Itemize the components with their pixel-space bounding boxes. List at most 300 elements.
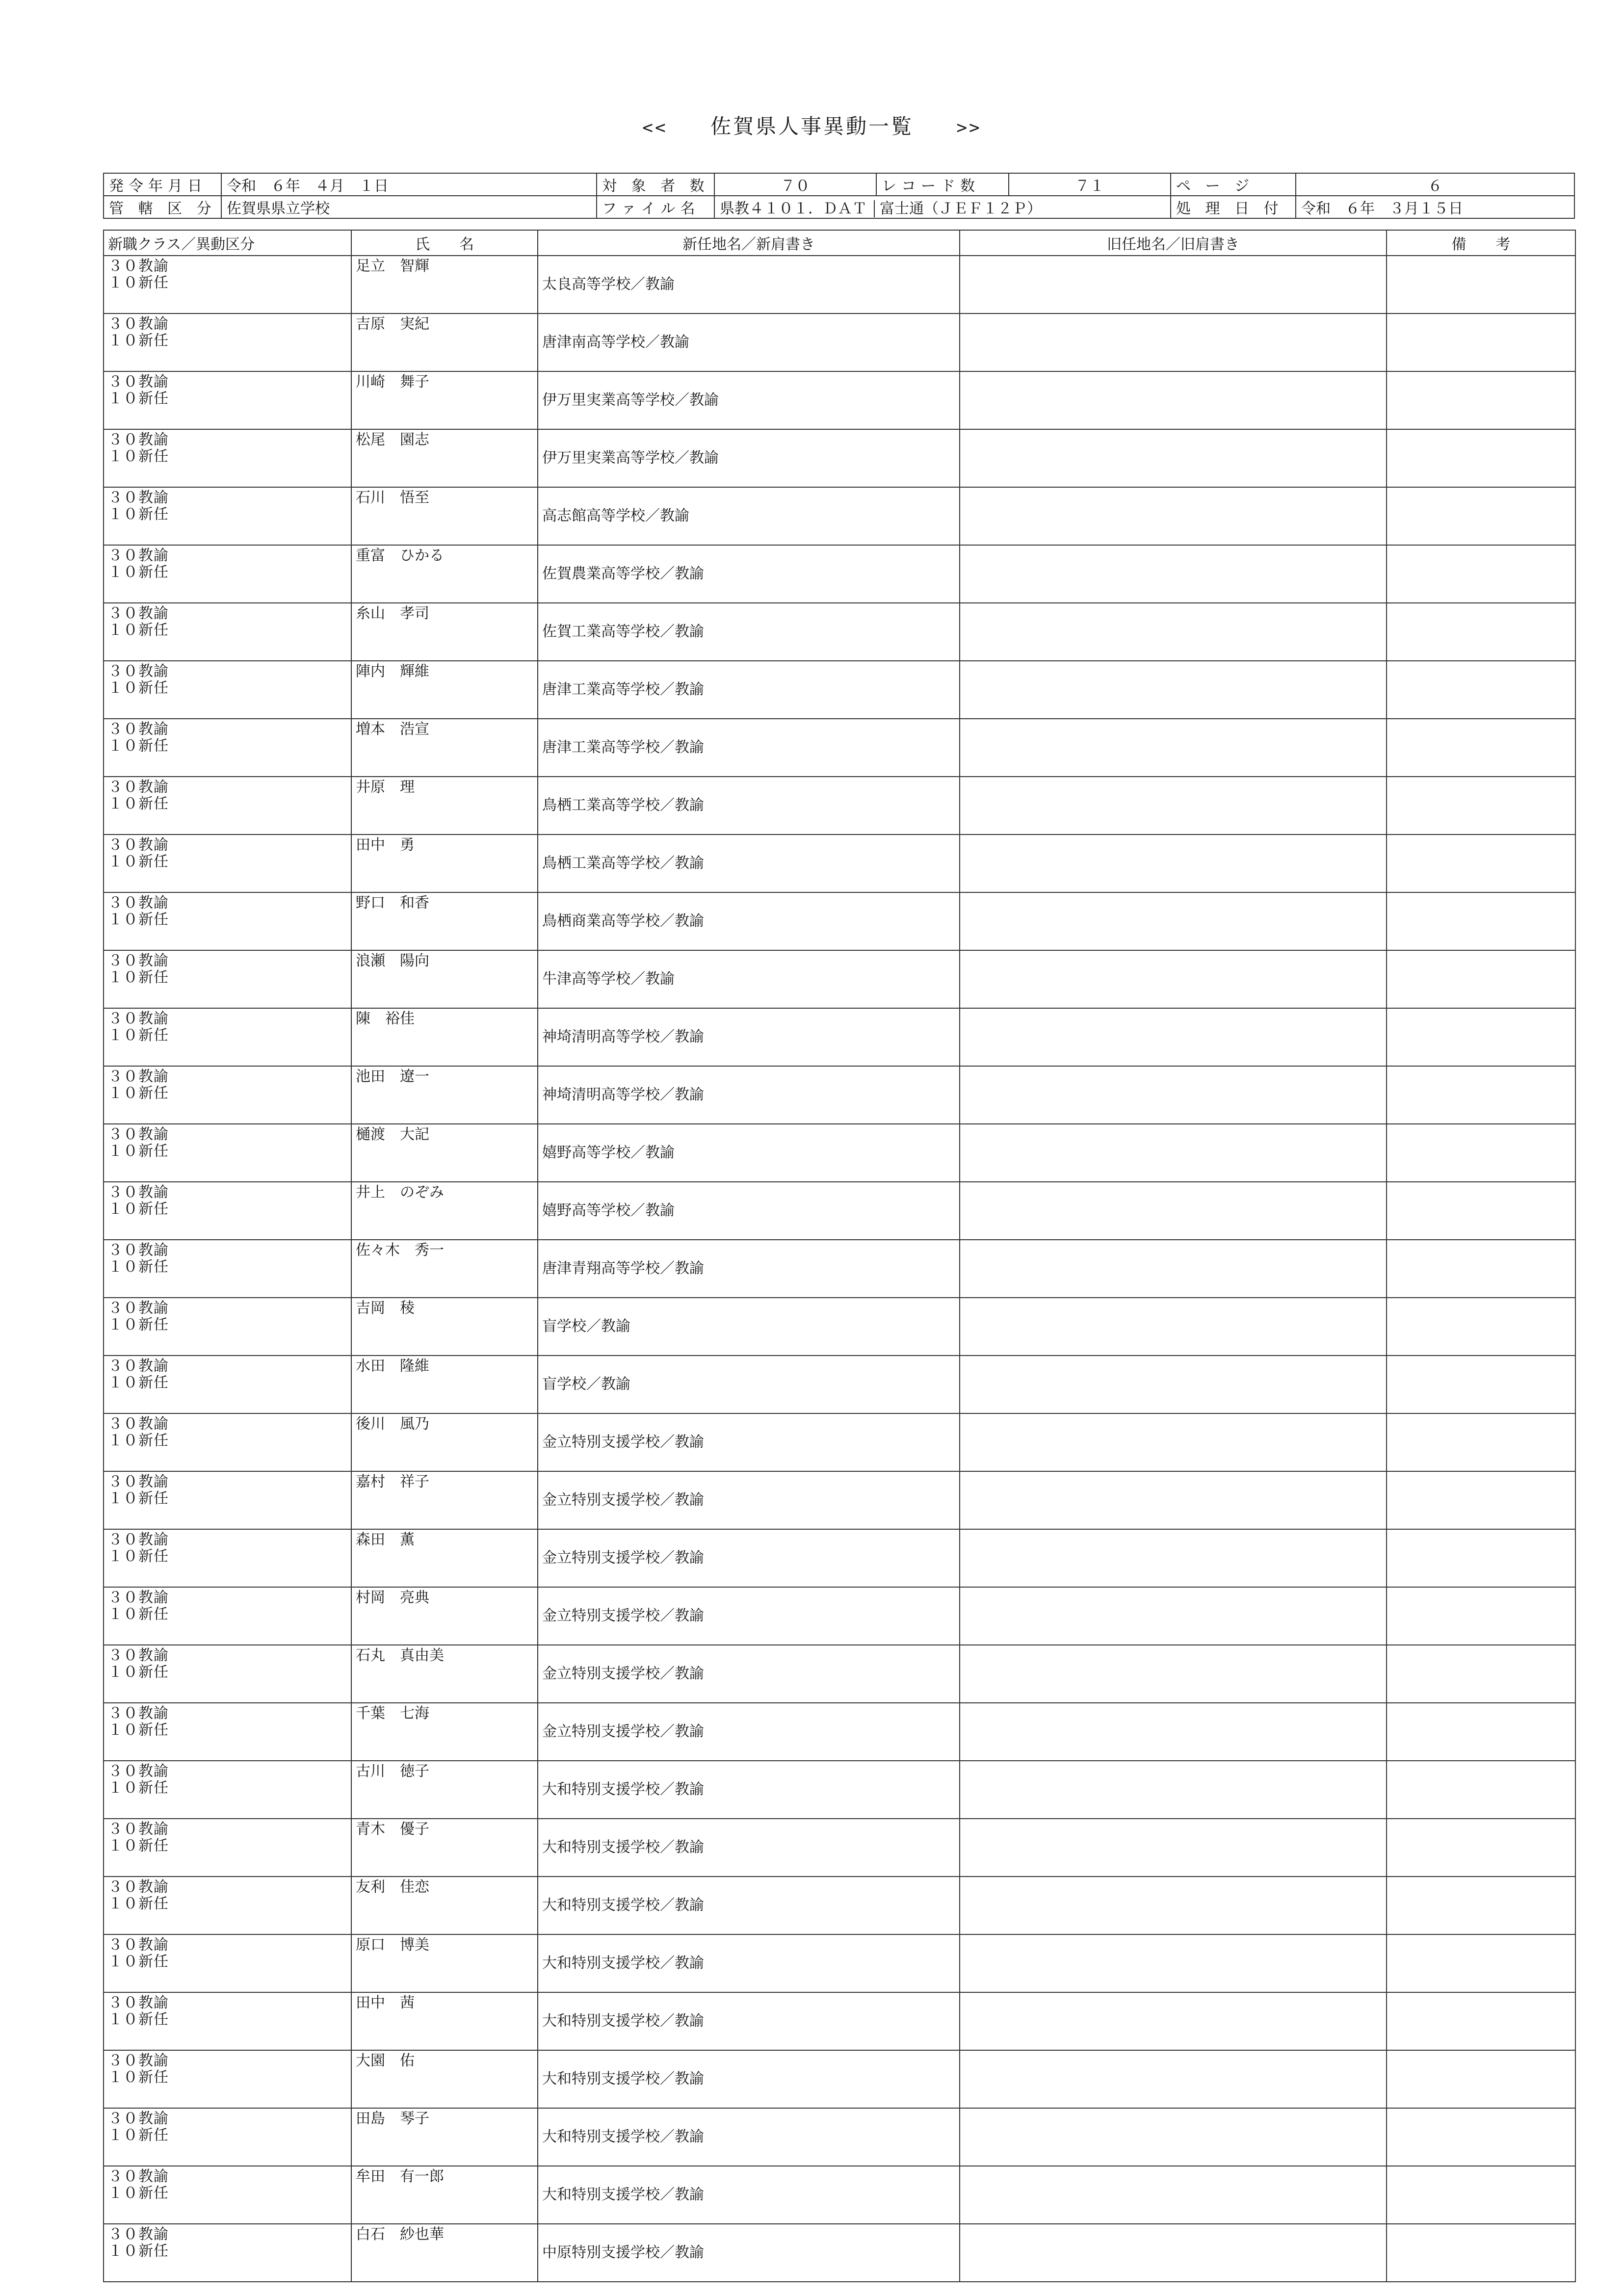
old-post-cell [960,1298,1387,1356]
transfer-type: １０新任 [108,1258,169,1276]
class-cell [104,1356,351,1413]
new-post: 高志館高等学校／教諭 [542,507,689,524]
new-post: 神埼清明高等学校／教諭 [542,1086,704,1103]
new-post-cell [538,1124,960,1182]
job-class: ３０教諭 [108,1357,169,1375]
name-cell [351,2108,538,2166]
new-post: 鳥栖工業高等学校／教諭 [542,855,704,872]
person-name: 村岡 亮典 [356,1589,429,1606]
class-cell [104,661,351,719]
name-cell [351,1240,538,1298]
class-cell [104,2108,351,2166]
job-class: ３０教諭 [108,605,169,622]
table-row [104,950,1575,1008]
col-old-post-header: 旧任地名／旧肩書き [960,230,1387,256]
person-name: 樋渡 大記 [356,1126,429,1143]
class-cell [104,371,351,429]
new-post-cell [538,1992,960,2050]
new-post: 大和特別支援学校／教諭 [542,2128,704,2145]
table-row [104,1298,1575,1356]
transfer-type: １０新任 [108,1143,169,1160]
new-post: 金立特別支援学校／教諭 [542,1491,704,1509]
table-row [104,1819,1575,1877]
kankatsu-value: 佐賀県県立学校 [221,196,597,218]
table-row [104,371,1575,429]
remarks-cell [1387,1587,1575,1645]
job-class: ３０教諭 [108,1879,169,1896]
class-cell [104,1645,351,1703]
new-post: 佐賀農業高等学校／教諭 [542,565,704,582]
table-row [104,313,1575,371]
name-cell [351,2166,538,2224]
class-cell [104,2224,351,2282]
old-post-cell [960,1471,1387,1529]
transfer-type: １０新任 [108,622,169,639]
table-row [104,1124,1575,1182]
job-class: ３０教諭 [108,2110,169,2127]
name-cell [351,1761,538,1819]
old-post-cell [960,950,1387,1008]
column-header-row [104,230,1575,256]
job-class: ３０教諭 [108,1994,169,2011]
class-cell [104,1240,351,1298]
remarks-cell [1387,2224,1575,2282]
job-class: ３０教諭 [108,547,169,564]
person-name: 田中 茜 [356,1994,415,2011]
name-cell [351,1529,538,1587]
new-post: 大和特別支援学校／教諭 [542,2012,704,2030]
remarks-cell [1387,2050,1575,2108]
person-name: 白石 紗也華 [356,2226,444,2243]
person-name: 嘉村 祥子 [356,1473,429,1490]
remarks-cell [1387,256,1575,313]
class-cell [104,603,351,661]
person-name: 増本 浩宣 [356,721,429,738]
job-class: ３０教諭 [108,1531,169,1548]
job-class: ３０教諭 [108,1242,169,1259]
old-post-cell [960,603,1387,661]
class-cell [104,950,351,1008]
new-post-cell [538,1703,960,1761]
remarks-cell [1387,1008,1575,1066]
new-post: 鳥栖商業高等学校／教諭 [542,913,704,930]
device-value: 富士通（ＪＥＦ１２Ｐ） [874,200,1042,217]
class-cell [104,2166,351,2224]
transfer-type: １０新任 [108,1085,169,1102]
page-label: ペ ー ジ [1171,173,1296,196]
table-row [104,603,1575,661]
job-class: ３０教諭 [108,2226,169,2243]
new-post: 唐津工業高等学校／教諭 [542,681,704,698]
name-cell [351,256,538,313]
new-post: 唐津南高等学校／教諭 [542,334,689,351]
transfer-type: １０新任 [108,1779,169,1797]
class-cell [104,835,351,892]
file-value: 県教４１０１．ＤＡＴ [720,200,867,217]
job-class: ３０教諭 [108,373,169,391]
transfer-type: １０新任 [108,564,169,581]
new-post-cell [538,1356,960,1413]
old-post-cell [960,2224,1387,2282]
col-name-header: 氏 名 [351,230,538,256]
table-row [104,719,1575,777]
new-post-cell [538,719,960,777]
table-row [104,1934,1575,1992]
table-row [104,1008,1575,1066]
job-class: ３０教諭 [108,1936,169,1954]
person-name: 友利 佳恋 [356,1879,429,1896]
old-post-cell [960,313,1387,371]
table-row [104,1761,1575,1819]
person-name: 大園 佑 [356,2052,415,2069]
table-row [104,429,1575,487]
class-cell [104,1182,351,1240]
new-post-cell [538,892,960,950]
new-post: 金立特別支援学校／教諭 [542,1434,704,1451]
person-name: 吉岡 稜 [356,1300,415,1317]
class-cell [104,777,351,835]
old-post-cell [960,1761,1387,1819]
new-post: 大和特別支援学校／教諭 [542,1839,704,1856]
new-post-cell [538,835,960,892]
job-class: ３０教諭 [108,2168,169,2185]
remarks-cell [1387,1645,1575,1703]
page-value: ６ [1296,173,1574,196]
col-remarks-header: 備 考 [1387,230,1575,256]
hatsurei-value: 令和 ６年 ４月 １日 [221,173,597,196]
person-name: 森田 薫 [356,1531,415,1548]
person-name: 田島 琴子 [356,2110,429,2127]
old-post-cell [960,892,1387,950]
remarks-cell [1387,1124,1575,1182]
table-row [104,1992,1575,2050]
class-cell [104,1992,351,2050]
remarks-cell [1387,1819,1575,1877]
class-cell [104,892,351,950]
old-post-cell [960,2050,1387,2108]
class-cell [104,545,351,603]
person-name: 佐々木 秀一 [356,1242,444,1259]
name-cell [351,1356,538,1413]
new-post: 金立特別支援学校／教諭 [542,1723,704,1740]
table-row [104,1182,1575,1240]
new-post-cell [538,1877,960,1934]
new-post: 大和特別支援学校／教諭 [542,1897,704,1914]
class-cell [104,1587,351,1645]
old-post-cell [960,1934,1387,1992]
new-post: 鳥栖工業高等学校／教諭 [542,797,704,814]
class-cell [104,1066,351,1124]
transfer-type: １０新任 [108,1953,169,1970]
old-post-cell [960,835,1387,892]
page-title [0,110,1624,140]
transfer-type: １０新任 [108,911,169,928]
new-post: 牛津高等学校／教諭 [542,970,675,988]
name-cell [351,1934,538,1992]
person-name: 原口 博美 [356,1936,429,1954]
old-post-cell [960,256,1387,313]
title-left-mark: << [642,118,668,138]
class-cell [104,1761,351,1819]
class-cell [104,1934,351,1992]
job-class: ３０教諭 [108,952,169,969]
new-post-cell [538,1587,960,1645]
name-cell [351,950,538,1008]
class-cell [104,1877,351,1934]
old-post-cell [960,487,1387,545]
table-row [104,1703,1575,1761]
table-row [104,1356,1575,1413]
new-post-cell [538,371,960,429]
new-post-cell [538,1471,960,1529]
hatsurei-label: 発令年月日 [104,173,221,196]
transfer-type: １０新任 [108,1722,169,1739]
remarks-cell [1387,1471,1575,1529]
remarks-cell [1387,603,1575,661]
new-post-cell [538,1298,960,1356]
new-post: 佐賀工業高等学校／教諭 [542,623,704,640]
old-post-cell [960,1529,1387,1587]
new-post: 大和特別支援学校／教諭 [542,1955,704,1972]
class-cell [104,429,351,487]
new-post-cell [538,1413,960,1471]
new-post-cell [538,950,960,1008]
name-cell [351,835,538,892]
class-cell [104,2050,351,2108]
table-row [104,2050,1575,2108]
class-cell [104,1413,351,1471]
table-row [104,545,1575,603]
new-post: 金立特別支援学校／教諭 [542,1607,704,1624]
old-post-cell [960,1356,1387,1413]
kankatsu-label: 管 轄 区 分 [104,196,221,218]
new-post: 伊万里実業高等学校／教諭 [542,391,719,409]
person-name: 石川 悟至 [356,489,429,506]
job-class: ３０教諭 [108,1415,169,1433]
class-cell [104,256,351,313]
taisho-value: ７０ [714,173,876,196]
person-name: 古川 徳子 [356,1763,429,1780]
table-row [104,892,1575,950]
name-cell [351,487,538,545]
title-text: 佐賀県人事異動一覧 [710,114,914,138]
table-row [104,1529,1575,1587]
old-post-cell [960,777,1387,835]
job-class: ３０教諭 [108,1589,169,1606]
transfer-type: １０新任 [108,853,169,870]
new-post: 中原特別支援学校／教諭 [542,2244,704,2261]
person-name: 重富 ひかる [356,547,444,564]
name-cell [351,777,538,835]
transfer-type: １０新任 [108,2011,169,2028]
name-cell [351,1645,538,1703]
new-post-cell [538,1529,960,1587]
new-post-cell [538,1182,960,1240]
transfer-type: １０新任 [108,737,169,755]
new-post-cell [538,1240,960,1298]
transfer-type: １０新任 [108,1664,169,1681]
class-cell [104,1819,351,1877]
job-class: ３０教諭 [108,1068,169,1085]
transfer-type: １０新任 [108,274,169,291]
table-row [104,1066,1575,1124]
remarks-cell [1387,1761,1575,1819]
name-cell [351,892,538,950]
new-post: 大和特別支援学校／教諭 [542,1781,704,1798]
remarks-cell [1387,1934,1575,1992]
new-post-cell [538,1761,960,1819]
transfer-type: １０新任 [108,1432,169,1449]
name-cell [351,2224,538,2282]
new-post: 盲学校／教諭 [542,1376,630,1393]
old-post-cell [960,1992,1387,2050]
shori-value: 令和 ６年 ３月１５日 [1296,196,1574,218]
class-cell [104,487,351,545]
title-right-mark: >> [956,118,982,138]
person-name: 糸山 孝司 [356,605,429,622]
old-post-cell [960,1240,1387,1298]
remarks-cell [1387,1413,1575,1471]
remarks-cell [1387,1529,1575,1587]
name-cell [351,719,538,777]
job-class: ３０教諭 [108,489,169,506]
table-row [104,1471,1575,1529]
job-class: ３０教諭 [108,315,169,333]
person-name: 野口 和香 [356,894,429,912]
person-name: 後川 風乃 [356,1415,429,1433]
transfer-type: １０新任 [108,1374,169,1391]
job-class: ３０教諭 [108,894,169,912]
name-cell [351,2050,538,2108]
job-class: ３０教諭 [108,1010,169,1027]
new-post: 嬉野高等学校／教諭 [542,1202,675,1219]
class-cell [104,1124,351,1182]
table-row [104,1240,1575,1298]
new-post: 盲学校／教諭 [542,1318,630,1335]
person-name: 浪瀬 陽向 [356,952,429,969]
person-name: 井上 のぞみ [356,1184,444,1201]
table-row [104,777,1575,835]
name-cell [351,545,538,603]
new-post-cell [538,2108,960,2166]
remarks-cell [1387,487,1575,545]
new-post-cell [538,777,960,835]
name-cell [351,1703,538,1761]
name-cell [351,661,538,719]
class-cell [104,1529,351,1587]
job-class: ３０教諭 [108,1821,169,1838]
table-row [104,487,1575,545]
remarks-cell [1387,2166,1575,2224]
person-name: 川崎 舞子 [356,373,429,391]
new-post-cell [538,2224,960,2282]
remarks-cell [1387,661,1575,719]
transfer-type: １０新任 [108,1200,169,1218]
new-post-cell [538,1934,960,1992]
old-post-cell [960,545,1387,603]
class-cell [104,1298,351,1356]
new-post-cell [538,603,960,661]
new-post: 金立特別支援学校／教諭 [542,1549,704,1566]
transfer-type: １０新任 [108,390,169,407]
new-post-cell [538,2166,960,2224]
record-value: ７１ [1009,173,1171,196]
table-row [104,1877,1575,1934]
person-name: 青木 優子 [356,1821,429,1838]
remarks-cell [1387,429,1575,487]
new-post: 伊万里実業高等学校／教諭 [542,449,719,467]
new-post-cell [538,1645,960,1703]
table-row [104,2166,1575,2224]
transfer-type: １０新任 [108,448,169,465]
name-cell [351,1471,538,1529]
person-name: 松尾 園志 [356,431,429,448]
remarks-cell [1387,719,1575,777]
name-cell [351,429,538,487]
job-class: ３０教諭 [108,663,169,680]
class-cell [104,719,351,777]
person-name: 牟田 有一郎 [356,2168,444,2185]
name-cell [351,1413,538,1471]
transfer-type: １０新任 [108,1606,169,1623]
new-post: 唐津工業高等学校／教諭 [542,739,704,756]
transfer-type: １０新任 [108,2069,169,2086]
name-cell [351,1182,538,1240]
transfer-type: １０新任 [108,1490,169,1507]
table-row [104,1645,1575,1703]
file-label: ファイル名 [597,196,714,218]
old-post-cell [960,371,1387,429]
transfer-type: １０新任 [108,795,169,812]
transfer-type: １０新任 [108,1837,169,1854]
remarks-cell [1387,1182,1575,1240]
new-post-cell [538,256,960,313]
name-cell [351,1877,538,1934]
name-cell [351,1992,538,2050]
transfer-type: １０新任 [108,969,169,986]
transfer-type: １０新任 [108,2185,169,2202]
person-name: 千葉 七海 [356,1705,429,1722]
table-row [104,661,1575,719]
new-post-cell [538,2050,960,2108]
job-class: ３０教諭 [108,1126,169,1143]
remarks-cell [1387,1703,1575,1761]
job-class: ３０教諭 [108,779,169,796]
record-label: レコード数 [876,173,1009,196]
transfer-type: １０新任 [108,1895,169,1912]
name-cell [351,603,538,661]
remarks-cell [1387,950,1575,1008]
table-row [104,1587,1575,1645]
new-post-cell [538,487,960,545]
job-class: ３０教諭 [108,2052,169,2069]
old-post-cell [960,1008,1387,1066]
old-post-cell [960,1877,1387,1934]
job-class: ３０教諭 [108,1184,169,1201]
person-name: 陣内 輝維 [356,663,429,680]
transfer-type: １０新任 [108,1027,169,1044]
header-row-2 [104,196,1574,218]
col-class-header: 新職クラス／異動区分 [104,230,351,256]
transfer-type: １０新任 [108,506,169,523]
transfer-type: １０新任 [108,332,169,349]
old-post-cell [960,661,1387,719]
old-post-cell [960,1182,1387,1240]
new-post: 大和特別支援学校／教諭 [542,2070,704,2087]
new-post: 嬉野高等学校／教諭 [542,1144,675,1161]
old-post-cell [960,2166,1387,2224]
name-cell [351,1008,538,1066]
